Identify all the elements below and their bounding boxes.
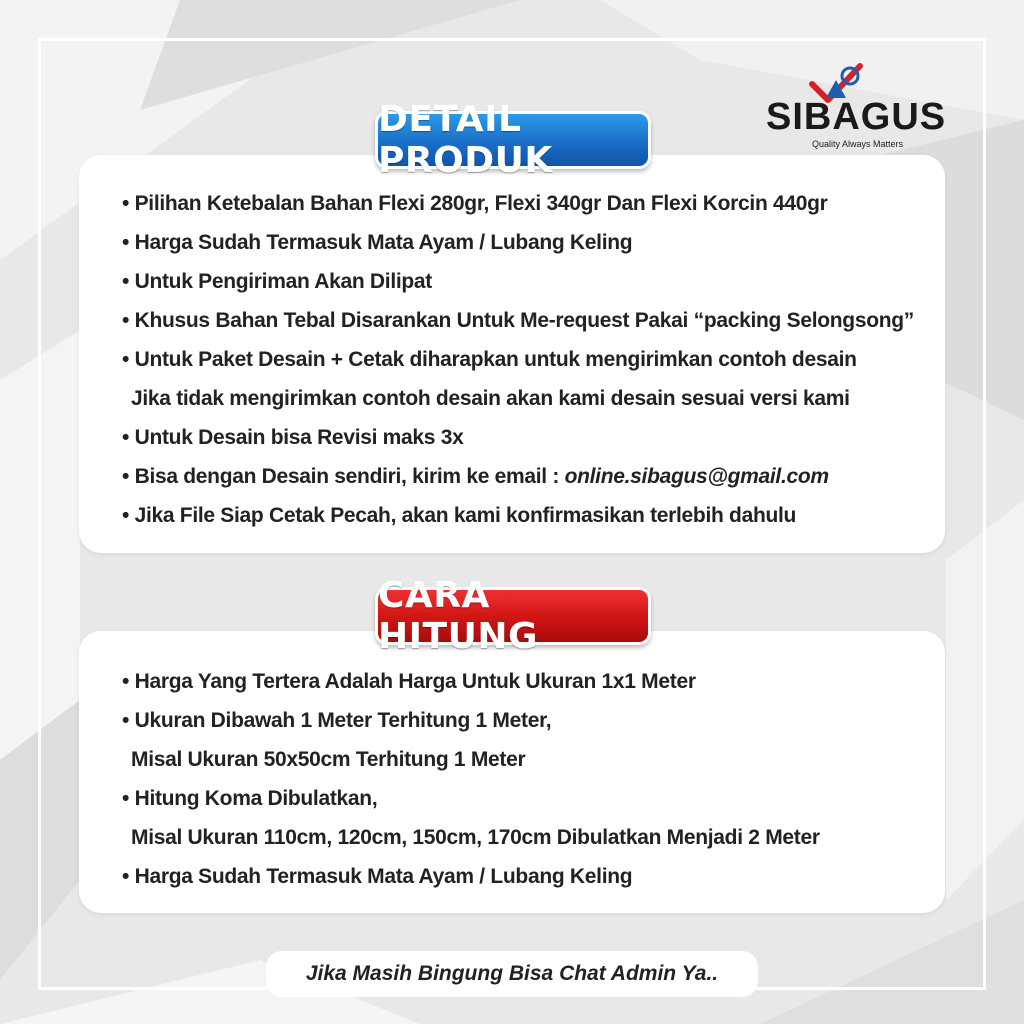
cara-item: • Harga Sudah Termasuk Mata Ayam / Lubang Keling (122, 865, 633, 888)
brand-logo (766, 60, 956, 149)
detail-item: • Pilihan Ketebalan Bahan Flexi 280gr, Flexi 340gr Dan Flexi Korcin 440gr (122, 192, 828, 215)
detail-item: • Untuk Desain bisa Revisi maks 3x (122, 426, 464, 449)
detail-title: DETAIL PRODUK (378, 99, 553, 181)
detail-item-email-line (122, 465, 829, 489)
detail-item: • Untuk Pengiriman Akan Dilipat (122, 270, 432, 293)
detail-item-email-prefix: • Bisa dengan Desain sendiri, kirim ke email : (122, 465, 565, 488)
detail-item: • Untuk Paket Desain + Cetak diharapkan untuk mengirimkan contoh desain (122, 348, 857, 371)
detail-item-continuation: Jika tidak mengirimkan contoh desain akan kami desain sesuai versi kami (131, 387, 850, 410)
detail-item: • Khusus Bahan Tebal Disarankan Untuk Me-request Pakai “packing Selongsong” (122, 309, 914, 332)
brand-name: SIBAGUS (766, 96, 947, 138)
detail-header (375, 99, 651, 181)
email-link[interactable]: online.sibagus@gmail.com (564, 465, 829, 488)
cara-item: • Hitung Koma Dibulatkan, (122, 787, 378, 810)
footer-chat-note: Jika Masih Bingung Bisa Chat Admin Ya.. (266, 951, 758, 997)
cara-item: • Ukuran Dibawah 1 Meter Terhitung 1 Meter, (122, 709, 552, 732)
detail-item: • Jika File Siap Cetak Pecah, akan kami konfirmasikan terlebih dahulu (122, 504, 797, 527)
cara-header (375, 575, 651, 657)
cara-item: • Harga Yang Tertera Adalah Harga Untuk Ukuran 1x1 Meter (122, 670, 696, 693)
brand-tagline: Quality Always Matters (812, 139, 904, 149)
cara-item-continuation: Misal Ukuran 110cm, 120cm, 150cm, 170cm Dibulatkan Menjadi 2 Meter (131, 826, 820, 849)
detail-item: • Harga Sudah Termasuk Mata Ayam / Lubang Keling (122, 231, 633, 254)
cara-title: CARA HITUNG (378, 575, 538, 657)
cara-item-continuation: Misal Ukuran 50x50cm Terhitung 1 Meter (131, 748, 526, 771)
